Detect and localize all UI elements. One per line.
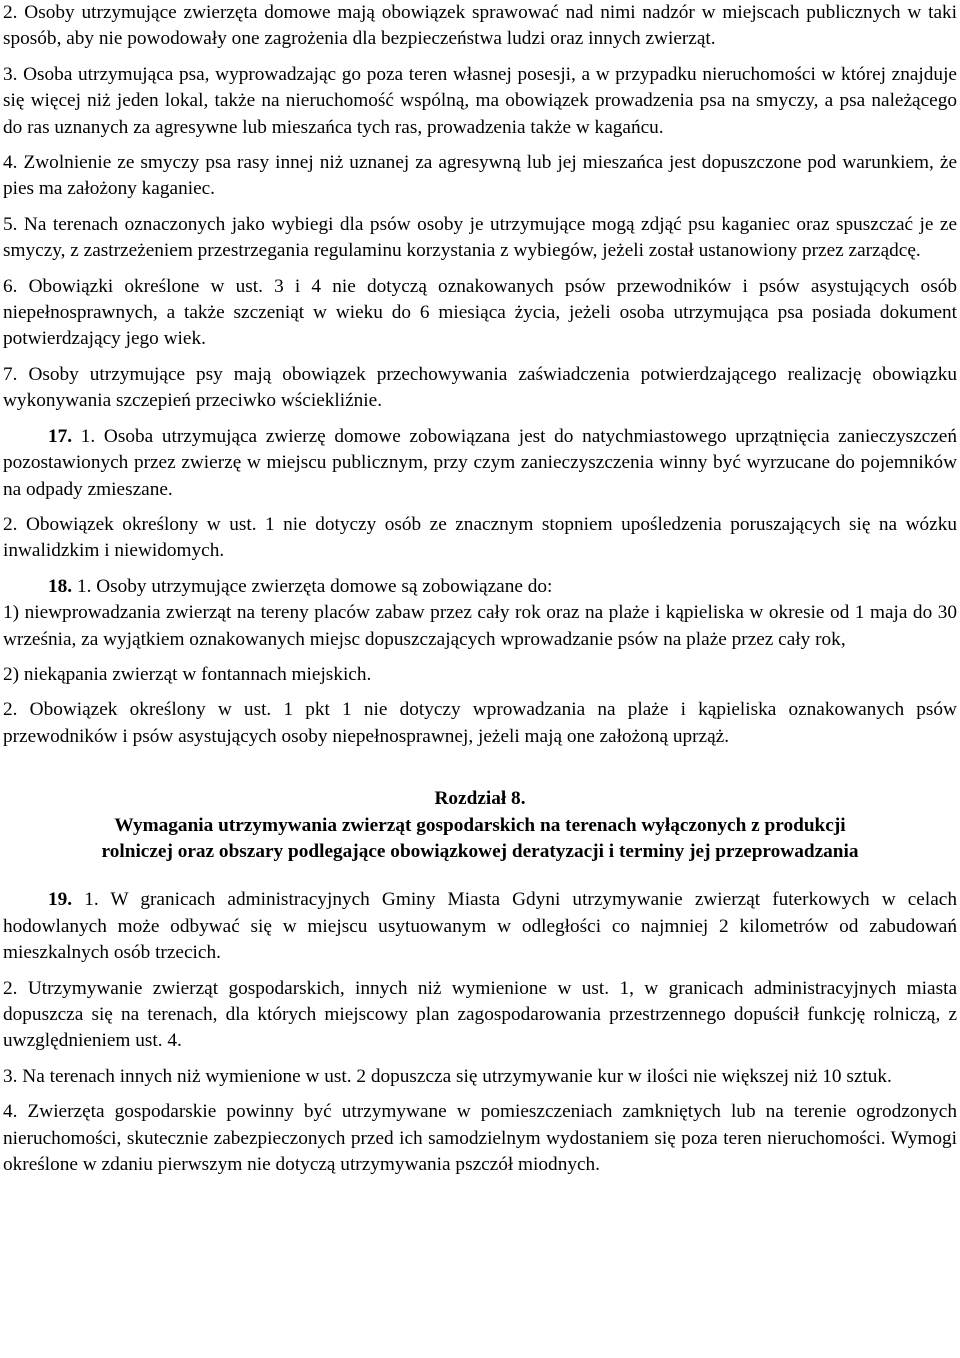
paragraph-number: 2. <box>3 977 18 999</box>
paragraph-number: 4. <box>3 1101 18 1123</box>
chapter-title-line-2: rolniczej oraz obszary podlegające obowiązkowej deratyzacji i terminy jej przeprowadzania <box>101 840 859 862</box>
section-number: 17. <box>48 425 73 447</box>
paragraph-text: Zwolnienie ze smyczy psa rasy innej niż uznanej za agresywną lub jej mieszańca jest dopuszczone pod warunkiem, że pies ma założony kaganiec. <box>3 152 957 200</box>
chapter-title-line-1: Wymagania utrzymywania zwierząt gospodarskich na terenach wyłączonych z produkcji <box>114 814 846 836</box>
paragraph-7 <box>3 362 957 415</box>
paragraph-number: 1. <box>76 575 92 597</box>
paragraph-text: Osoby utrzymujące zwierzęta domowe są zobowiązane do: <box>91 575 553 597</box>
paragraph-text: Osoba utrzymująca psa, wyprowadzając go poza teren własnej posesji, a w przypadku nieruchomości w której znajduje się więcej niż jeden lokal, także na nieruchomość wspólną, ma obowiązek prowadzenia psa na smyczy, a psa należącego do ras uznanych za agresywne lub mieszańca tych ras, prowadzenia także w kagańcu. <box>3 63 957 138</box>
paragraph-text: Osoby utrzymujące psy mają obowiązek przechowywania zaświadczenia potwierdzającego realizację obowiązku wykonywania szczepień przeciwko wściekliźnie. <box>3 363 957 412</box>
document-page <box>3 0 957 1178</box>
paragraph-text: Osoba utrzymująca zwierzę domowe zobowiązana jest do natychmiastowego uprzątnięcia zanieczyszczeń pozostawionych przez zwierzę w miejscu publicznym, przy czym zanieczyszczenia winny być wyrzucane do pojemników na odpady zmieszane. <box>3 425 957 500</box>
paragraph-number: 3. <box>3 63 18 85</box>
paragraph-number: 1. <box>84 889 99 911</box>
paragraph-number: 4. <box>3 152 18 174</box>
paragraph-number: 2. <box>3 513 18 535</box>
paragraph-text: Utrzymywanie zwierząt gospodarskich, innych niż wymienione w ust. 1, w granicach administracyjnych miasta dopuszcza się na terenach, dla których miejscowy plan zagospodarowania przestrzennego dopuścił funkcję rolniczą, z uwzględnieniem ust. 4. <box>3 977 957 1052</box>
paragraph-text: Zwierzęta gospodarskie powinny być utrzymywane w pomieszczeniach zamkniętych lub na terenie ogrodzonych nieruchomości, skutecznie zabezpieczonych przed ich samodzielnym wydostaniem się poza teren nieruchomości. Wymogi określone w zdaniu pierwszym nie dotyczą utrzymywania pszczół miodnych. <box>3 1101 957 1176</box>
section-17-paragraph-1 <box>3 424 957 503</box>
paragraph-3 <box>3 62 957 141</box>
paragraph-text: Na terenach oznaczonych jako wybiegi dla psów osoby je utrzymujące mogą zdjąć psu kaganiec oraz spuszczać je ze smyczy, z zastrzeżeniem przestrzegania regulaminu korzystania z wybiegów, jeżeli został ustanowiony przez zarządcę. <box>3 213 957 262</box>
section-18-item-2: 2) niekąpania zwierząt w fontannach miejskich. <box>3 663 372 685</box>
paragraph-5 <box>3 212 957 265</box>
paragraph-text: Obowiązek określony w ust. 1 pkt 1 nie dotyczy wprowadzania na plaże i kąpieliska oznakowanych psów przewodników i psów asystujących osoby niepełnosprawnej, jeżeli mają one założoną uprząż. <box>3 699 957 747</box>
paragraph-number: 5. <box>3 213 18 235</box>
section-18-item-1: 1) niewprowadzania zwierząt na tereny placów zabaw przez cały rok oraz na plaże i kąpieliska w okresie od 1 maja do 30 września, za wyjątkiem oznakowanych miejsc dopuszczających wprowadzanie psów na plaże przez cały rok, <box>3 602 957 650</box>
section-17-paragraph-2 <box>3 512 957 565</box>
paragraph-4 <box>3 150 957 203</box>
section-19-paragraph-4 <box>3 1099 957 1178</box>
paragraph-text: Na terenach innych niż wymienione w ust. 2 dopuszcza się utrzymywanie kur w ilości nie większej niż 10 sztuk. <box>17 1065 892 1087</box>
section-18-paragraph-1 <box>3 574 957 600</box>
paragraph-number: 1. <box>80 425 96 447</box>
paragraph-number: 6. <box>3 275 18 297</box>
paragraph-number: 3. <box>3 1065 18 1087</box>
paragraph-text: Obowiązek określony w ust. 1 nie dotyczy osób ze znacznym stopniem upośledzenia poruszających się na wózku inwalidzkim i niewidomych. <box>3 513 957 562</box>
paragraph-text: Obowiązki określone w ust. 3 i 4 nie dotyczą oznakowanych psów przewodników i psów asystujących osób niepełnosprawnych, a także szczeniąt w wieku do 6 miesiąca życia, jeżeli osoba utrzymująca psa posiada dokument potwierdzający jego wiek. <box>3 275 957 350</box>
paragraph-2 <box>3 0 957 53</box>
section-18-paragraph-2 <box>3 697 957 750</box>
section-number: 18. <box>48 575 73 597</box>
paragraph-number: 7. <box>3 363 18 385</box>
section-19-paragraph-1 <box>3 887 957 966</box>
paragraph-text: Osoby utrzymujące zwierzęta domowe mają obowiązek sprawować nad nimi nadzór w miejscach publicznych w taki sposób, aby nie powodowały one zagrożenia dla bezpieczeństwa ludzi oraz innych zwierząt. <box>3 2 957 50</box>
paragraph-number: 2. <box>3 699 18 721</box>
paragraph-number: 2. <box>3 2 18 23</box>
paragraph-6 <box>3 274 957 353</box>
section-19-paragraph-2 <box>3 976 957 1055</box>
chapter-heading: Rozdział 8. <box>434 788 526 810</box>
paragraph-text: W granicach administracyjnych Gminy Miasta Gdyni utrzymywanie zwierząt futerkowych w celach hodowlanych może odbywać się w miejscu usytuowanym w odległości co najmniej 2 kilometrów od zabudowań mieszkalnych osób trzecich. <box>3 889 957 964</box>
section-number: 19. <box>48 889 73 911</box>
section-19-paragraph-3 <box>3 1064 957 1090</box>
